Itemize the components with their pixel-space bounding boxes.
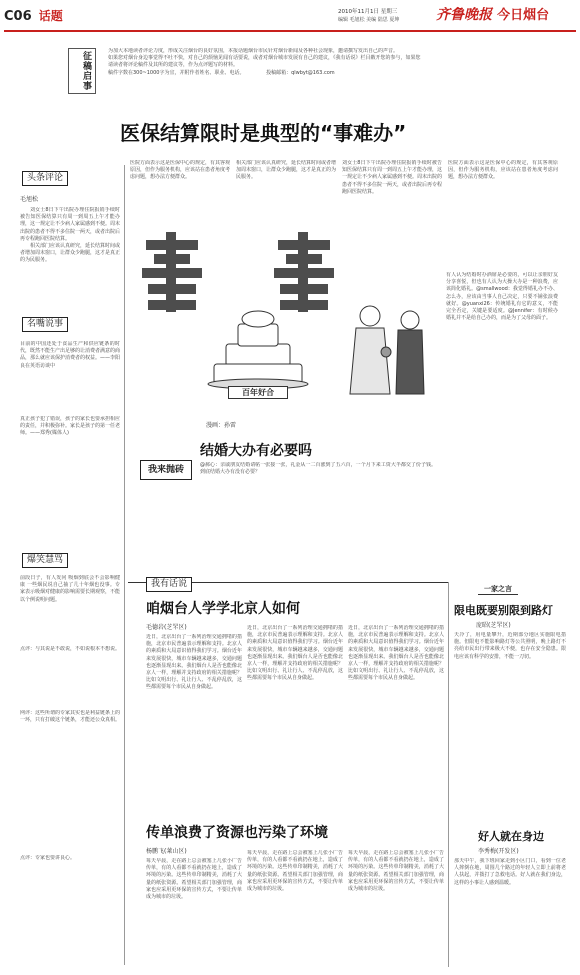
left-quote-6: 点评：专家也要讲良心。 — [20, 855, 76, 861]
masthead-date: 2010年11月1日 星期三 — [338, 9, 398, 15]
right-title-2: 好人就在身边 — [478, 830, 544, 843]
right-body-1: 天冷了，用电量攀升，近期部分地区实施限电措施。但限电不能影响路灯等公共照明，晚上路灯不亮给市民出行带来极大不便，也存在安全隐患。限电应该有科学的安排，不能一刀切。 — [454, 632, 566, 660]
main-article-author: 毛旭松 — [20, 196, 39, 203]
left-column-divider — [124, 165, 125, 965]
notice-text: 为加大本地读者评论力度，形成关注烟台的良好氛围，本报话题烟台市民针对烟台新闻及各种社会现象，邀请撰写发出自己的声音。 如果您对烟台身边事觉得不吐不快，对自己的烦恼见闻有话要说，或者对烟台城市发展有自己的建议，《我有话说》栏目敞开您的参与，如果您 请读者将评论稿件及其所的建议等，作为点评题写的材料。 稿件字数在300~1000字为宜，并附作者姓名、职业、电话。 投稿邮箱：qlwbyt@163.com — [108, 48, 421, 76]
right-top-comments: 有人认为结婚时办酒席是必要的，可以让亲朋好友分享喜悦，但也有人认为大操大办是一种浪费，应该简化婚礼。@smallwood：我觉得婚礼办不办、怎么办，应该由当事人自己决定，只要不铺张浪费就好。@yuanxi26：传统婚礼有它的意义，不能完全否定，关键是要适度。@Jennifer：有时候办婚礼并不是给自己办的，而是为了父母的面子。 — [446, 272, 558, 322]
main-article-col4: 刘女士8日下午出院办理住院报销手续时被告知医保结算只有周一到周五上午才能办理，这一规定让不少病人家属感到不便。周末出院的患者不得不多住院一两天，或者出院后再专程跑回医院结算。 — [342, 160, 442, 195]
right-author-2: 李秀梅(开发区) — [478, 848, 519, 855]
article2-col3: 近日，北京出台了一系列治理交通拥堵的措施，北京市民普遍表示理解和支持。北京人的素质和大局意识值得我们学习。烟台近年来发展很快，城市车辆越来越多，交通问题也逐渐显现出来。我们烟台人是否也能像北京人一样，理解并支持政府的相关措施呢？比如文明出行、礼让行人、不乱停乱放，这些都需要每个市民从自身做起。 — [348, 625, 444, 682]
masthead-logo — [436, 4, 576, 26]
right-column-divider — [448, 582, 449, 967]
masthead-rule — [4, 30, 576, 32]
left-quote-2: 真正孩子犯了错误，孩子的家长也要承担相应的责任，并积极弥补。家长是孩子的第一任老师。——郑秀(媒体人) — [20, 416, 120, 437]
main-article-col5: 医院方面表示这是医保中心的规定，有其客观原因，但作为服务机构，应该站在患者角度考虑问题，想办法方便群众。 — [448, 160, 558, 181]
right-author-1: 庞昭(芝罘区) — [476, 622, 511, 629]
main-article-col2: 医院方面表示这是医保中心的规定，有其客观原因，但作为服务机构，应该站在患者角度考虑问题，想办法方便群众。 — [130, 160, 230, 181]
right-body-2: 那天中午，我下班回家走到小区门口，看到一位老人摔倒在地，周围几个路过的年轻人立即上前将老人扶起，并拨打了急救电话。好人就在我们身边，这样的小事让人感到温暖。 — [454, 858, 566, 886]
laizhuan-badge: 我来抛砖 — [140, 460, 192, 480]
masthead — [0, 0, 580, 32]
masthead-editors: 编辑 毛旭松 美编 陆思 夏坤 — [338, 17, 400, 23]
section-heading-baoxiao: 爆笑慧骂 — [22, 553, 68, 568]
illustration-intro: @郝心：亲戚朋友结婚请帖一张接一张，礼金从一二百涨到了五六百，一个月下来工资大半都交了份子钱。到底结婚大办有没有必要？ — [200, 462, 436, 476]
article3-title: 传单浪费了资源也污染了环境 — [146, 825, 328, 841]
article2-col1: 近日，北京出台了一系列治理交通拥堵的措施，北京市民普遍表示理解和支持。北京人的素质和大局意识值得我们学习。烟台近年来发展很快，城市车辆越来越多，交通问题也逐渐显现出来。我们烟台人是否也能像北京人一样，理解并支持政府的相关措施呢？比如文明出行、礼让行人、不乱停乱放，这些都需要每个市民从自身做起。 — [146, 634, 242, 691]
main-article-title: 医保结算限时是典型的“事难办” — [120, 121, 407, 145]
notice-box — [68, 46, 538, 98]
main-article-col3: 相关部门应该认真研究，延长结算时间或者增加周末窗口，让群众少跑腿，这才是真正的为民服务。 — [236, 160, 336, 181]
illustration-panel — [128, 224, 440, 429]
main-article-col1: 刘女士8日下午出院办理住院报销手续时被告知医保结算只有周一到周五上午才能办理，这一规定让不少病人家属感到不便。周末出院的患者不得不多住院一两天，或者出院后再专程跑回医院结算。 相关部门应该认真研究，延长结算时间或者增加周末窗口，让群众少跑腿，这才是真正的为民服务。 — [20, 207, 120, 264]
left-quote-3: 前段日子，有人发问 吸烟到底会不会影响健康 一些烟民说自己抽了几十年烟也没事。专家表示吸烟对健康的影响需要长期观察，不能以个例说明问题。 — [20, 575, 120, 603]
article2-title: 咱烟台人学学北京人如何 — [146, 601, 300, 617]
paper-name: 齐鲁晚报 — [436, 7, 492, 23]
illustration-title: 结婚大办有必要吗 — [200, 443, 312, 459]
section-heading-mingzui: 名嘴说事 — [22, 317, 68, 332]
page-number: C06 — [4, 9, 32, 24]
left-quote-4: 点评：与其说是不敢说，不如说根本不想说。 — [20, 646, 120, 652]
article2-author: 毛德岩(芝罘区) — [146, 624, 187, 631]
article3-col3: 每天早晨，走在路上总会被塞上几张小广告传单，有的人看都不看就扔在地上，造成了环境的污染。这些传单印制精美，消耗了大量的纸张资源。希望相关部门加强管理，商家也应采用更环保的宣传方式，不要让传单成为城市的垃圾。 — [348, 850, 444, 893]
edition-name: 今日烟台 — [497, 8, 550, 23]
illustration-caption: 漫画：孙雷 — [206, 422, 237, 429]
right-column-heading: 一家之言 — [478, 584, 518, 595]
article2-col2: 近日，北京出台了一系列治理交通拥堵的措施，北京市民普遍表示理解和支持。北京人的素质和大局意识值得我们学习。烟台近年来发展很快，城市车辆越来越多，交通问题也逐渐显现出来。我们烟台人是否也能像北京人一样，理解并支持政府的相关措施呢？比如文明出行、礼让行人、不乱停乱放，这些都需要每个市民从自身做起。 — [247, 625, 343, 682]
left-quote-1: 目前的中国还处于食品生产和供应链条的时代，既然不能生产出足够的让消费者满意的商品，那么就应该保护消费者的权益。——李阳良在英语访谈中 — [20, 341, 120, 369]
column-label-youhuashuo: 我有话说 — [146, 577, 192, 592]
article3-col1: 每天早晨，走在路上总会被塞上几张小广告传单，有的人看都不看就扔在地上，造成了环境的污染。这些传单印制精美，消耗了大量的纸张资源。希望相关部门加强管理，商家也应采用更环保的宣传方式，不要让传单成为城市的垃圾。 — [146, 858, 242, 901]
left-quote-5: 网评：这些所谓的专家其实也是利益链条上的一环，只有打破这个链条，才能还公众真相。 — [20, 710, 120, 724]
article3-author: 杨鹏飞(莱山区) — [146, 848, 187, 855]
cake-banner: 百年好合 — [228, 386, 288, 399]
notice-tag: 征稿启事 — [68, 48, 96, 94]
masthead-page-box — [4, 5, 74, 27]
right-title-1: 限电既要别限到路灯 — [454, 604, 553, 617]
section-label: 话题 — [38, 9, 63, 23]
column-label-headline: 头条评论 — [22, 171, 68, 186]
article3-col2: 每天早晨，走在路上总会被塞上几张小广告传单，有的人看都不看就扔在地上，造成了环境的污染。这些传单印制精美，消耗了大量的纸张资源。希望相关部门加强管理，商家也应采用更环保的宣传方式，不要让传单成为城市的垃圾。 — [247, 850, 343, 893]
